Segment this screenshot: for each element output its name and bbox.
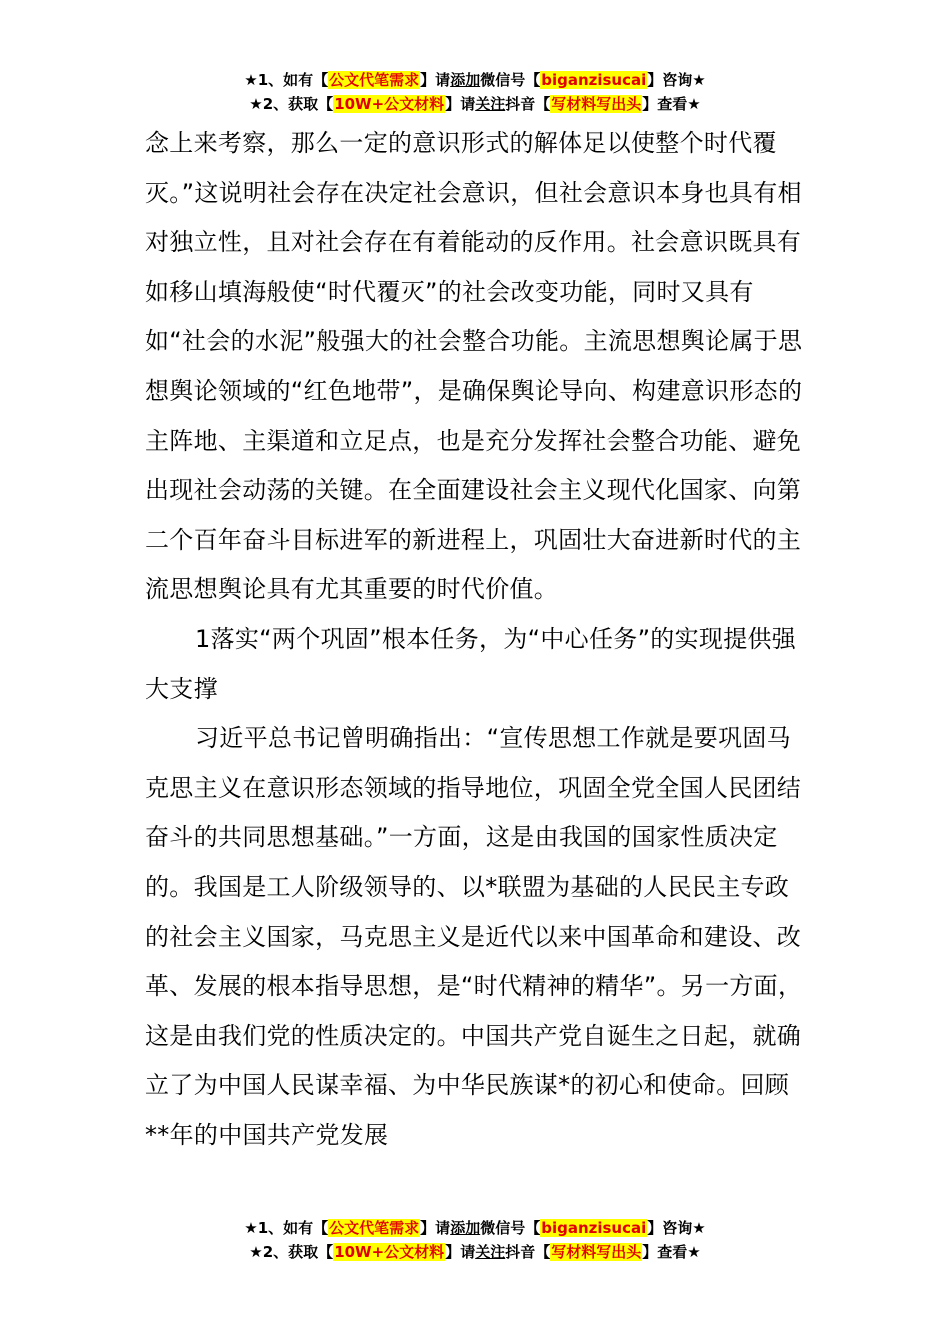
banner-text: 】请 — [445, 95, 476, 113]
highlight-materials: 10W+公文材料 — [334, 95, 445, 113]
banner-text: 抖音【 — [505, 1243, 551, 1261]
banner-text: 】咨询★ — [647, 1219, 706, 1237]
highlight-service: 公文代笔需求 — [329, 71, 420, 89]
section-heading: 1落实“两个巩固”根本任务，为“中心任务”的实现提供强大支撑 — [145, 624, 797, 703]
header-banner — [0, 68, 950, 116]
banner-line-2 — [0, 1240, 950, 1264]
highlight-wechat-id: biganzisucai — [541, 1219, 647, 1237]
banner-emphasis: 关注 — [475, 1243, 506, 1261]
banner-text: 】请 — [445, 1243, 476, 1261]
footer-banner — [0, 1216, 950, 1264]
paragraph: 习近平总书记曾明确指出：“宣传思想工作就是要巩固马克思主义在意识形态领域的指导地位，巩固全党全国人民团结奋斗的共同思想基础。”一方面，这是由我国的国家性质决定的。我国是工人阶级领导的、以*联盟为基础的人民民主专政的社会主义国家，马克思主义是近代以来中国革命和建设、改革、发展的根本指导思想，是“时代精神的精华”。另一方面，这是由我们党的性质决定的。中国共产党自诞生之日起，就确立了为中国人民谋幸福、为中华民族谋*的初心和使命。回顾**年的中国共产党发展 — [145, 724, 803, 1149]
banner-text: 微信号【 — [480, 71, 541, 89]
banner-text: 】请 — [420, 71, 451, 89]
banner-text: ★2、获取【 — [249, 95, 334, 113]
banner-line-1 — [0, 1216, 950, 1240]
banner-line-2 — [0, 92, 950, 116]
banner-text: 】请 — [420, 1219, 451, 1237]
banner-emphasis: 关注 — [475, 95, 506, 113]
highlight-materials: 10W+公文材料 — [334, 1243, 445, 1261]
banner-text: ★1、如有【 — [244, 1219, 329, 1237]
banner-text: ★2、获取【 — [249, 1243, 334, 1261]
banner-text: 】查看★ — [642, 1243, 701, 1261]
banner-emphasis: 添加 — [450, 1219, 481, 1237]
document-body — [145, 119, 810, 1160]
banner-text: ★1、如有【 — [244, 71, 329, 89]
highlight-service: 公文代笔需求 — [329, 1219, 420, 1237]
paragraph: 念上来考察，那么一定的意识形式的解体足以使整个时代覆灭。”这说明社会存在决定社会意识，但社会意识本身也具有相对独立性，且对社会存在有着能动的反作用。社会意识既具有如移山填海般使“时代覆灭”的社会改变功能，同时又具有如“社会的水泥”般强大的社会整合功能。主流思想舆论属于思想舆论领域的“红色地带”，是确保舆论导向、构建意识形态的主阵地、主渠道和立足点，也是充分发挥社会整合功能、避免出现社会动荡的关键。在全面建设社会主义现代化国家、向第二个百年奋斗目标进军的新进程上，巩固壮大奋进新时代的主流思想舆论具有尤其重要的时代价值。 — [145, 129, 803, 604]
banner-text: 】查看★ — [642, 95, 701, 113]
banner-emphasis: 添加 — [450, 71, 481, 89]
banner-text: 微信号【 — [480, 1219, 541, 1237]
banner-text: 抖音【 — [505, 95, 551, 113]
highlight-wechat-id: biganzisucai — [541, 71, 647, 89]
highlight-douyin-account: 写材料写出头 — [551, 1243, 642, 1261]
banner-text: 】咨询★ — [647, 71, 706, 89]
banner-line-1 — [0, 68, 950, 92]
highlight-douyin-account: 写材料写出头 — [551, 95, 642, 113]
